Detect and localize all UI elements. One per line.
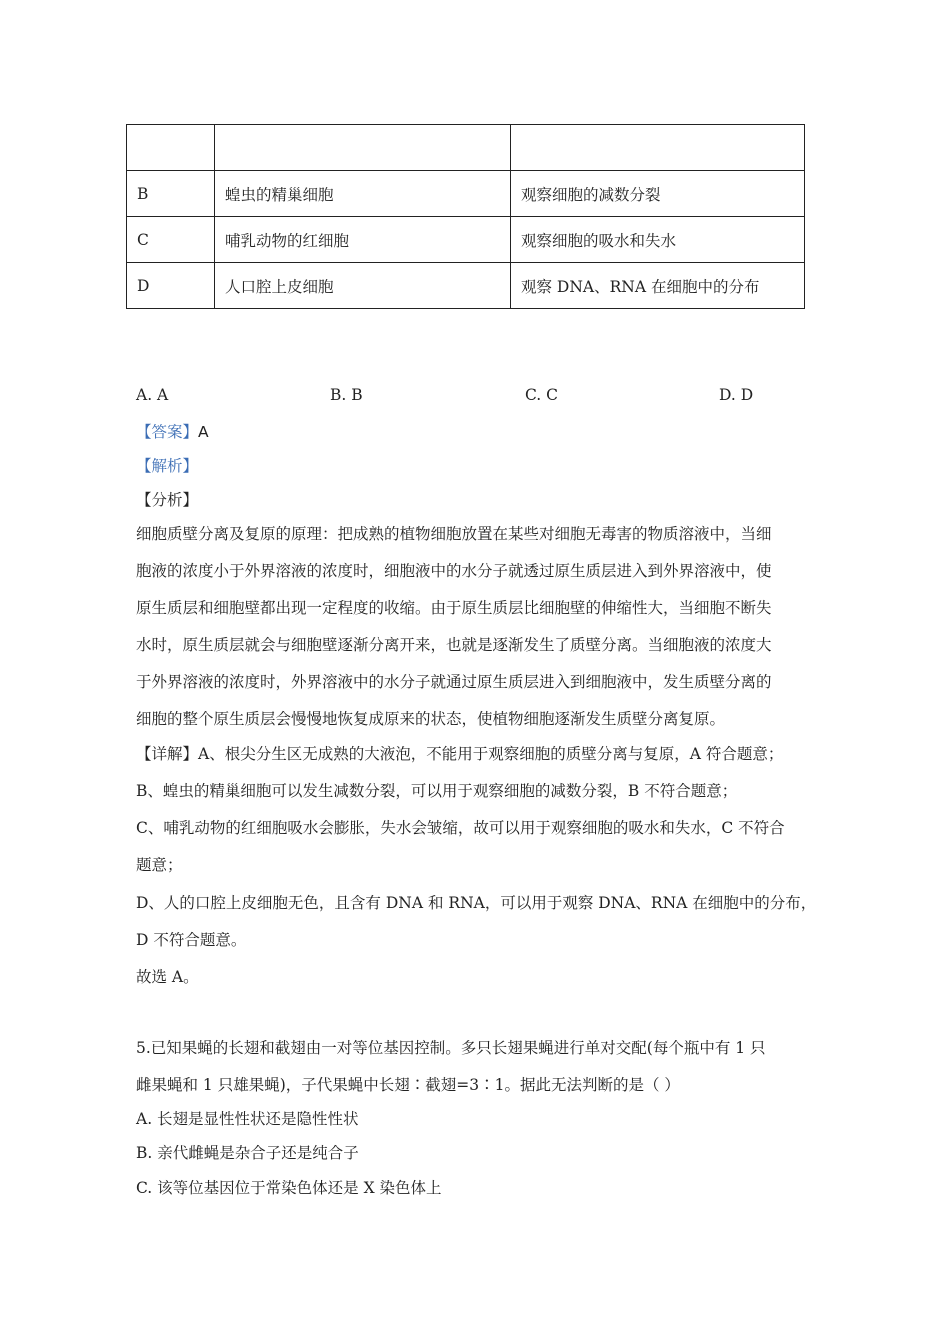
- table-cell-material: 哺乳动物的红细胞: [215, 217, 511, 263]
- text-line: 于外界溶液的浓度时，外界溶液中的水分子就通过原生质层进入到细胞液中，发生质壁分离的: [136, 673, 772, 691]
- text-line: B、蝗虫的精巢细胞可以发生减数分裂，可以用于观察细胞的减数分裂，B 不符合题意；: [136, 782, 738, 800]
- choice-b[interactable]: B. B: [330, 386, 363, 404]
- table-cell-purpose: 观察细胞的减数分裂: [511, 171, 805, 217]
- choice-a[interactable]: A. A: [136, 386, 169, 404]
- table-cell-label: [127, 125, 215, 171]
- text-line: 细胞质壁分离及复原的原理：把成熟的植物细胞放置在某些对细胞无毒害的物质溶液中，当细: [136, 525, 772, 543]
- table-cell-label: B: [127, 171, 215, 217]
- text-line: 胞液的浓度小于外界溶液的浓度时，细胞液中的水分子就透过原生质层进入到外界溶液中，使: [136, 562, 772, 580]
- question-option: C. 该等位基因位于常染色体还是 X 染色体上: [136, 1179, 442, 1197]
- text-line: D 不符合题意。: [136, 931, 247, 949]
- table-cell-material: 蝗虫的精巢细胞: [215, 171, 511, 217]
- text-line: 水时，原生质层就会与细胞壁逐渐分离开来，也就是逐渐发生了质壁分离。当细胞液的浓度大: [136, 636, 772, 654]
- table-row: [127, 125, 805, 171]
- text-line: 【详解】A、根尖分生区无成熟的大液泡，不能用于观察细胞的质壁分离与复原，A 符合题意；: [136, 745, 784, 763]
- answer-value: A: [198, 423, 209, 441]
- table-row: [127, 263, 805, 309]
- question-line: 5.已知果蝇的长翅和截翅由一对等位基因控制。多只长翅果蝇进行单对交配(每个瓶中有 1 只: [136, 1039, 766, 1057]
- options-table: [126, 124, 805, 309]
- text-line: C、哺乳动物的红细胞吸水会膨胀，失水会皱缩，故可以用于观察细胞的吸水和失水，C 不符合: [136, 819, 785, 837]
- table-row: [127, 171, 805, 217]
- table-cell-material: 人口腔上皮细胞: [215, 263, 511, 309]
- answer-tag: 【答案】: [136, 423, 199, 441]
- table-cell-material: [215, 125, 511, 171]
- text-line: D、人的口腔上皮细胞无色，且含有 DNA 和 RNA，可以用于观察 DNA、RNA 在细胞中的分布，: [136, 894, 817, 912]
- table-cell-label: C: [127, 217, 215, 263]
- text-line: 细胞的整个原生质层会慢慢地恢复成原来的状态，使植物细胞逐渐发生质壁分离复原。: [136, 710, 726, 728]
- question-option: A. 长翅是显性性状还是隐性性状: [136, 1110, 359, 1128]
- question-line: 雌果蝇和 1 只雄果蝇)，子代果蝇中长翅∶截翅=3∶1。据此无法判断的是（ ）: [136, 1076, 680, 1094]
- table-row: [127, 217, 805, 263]
- fenxi-tag: 【分析】: [136, 491, 199, 509]
- answer-line: [136, 420, 209, 444]
- question-option: B. 亲代雌蝇是杂合子还是纯合子: [136, 1144, 359, 1162]
- choice-c[interactable]: C. C: [525, 386, 559, 404]
- text-line: 原生质层和细胞壁都出现一定程度的收缩。由于原生质层比细胞壁的伸缩性大，当细胞不断失: [136, 599, 772, 617]
- text-line: 故选 A。: [136, 968, 199, 986]
- answer-choices: [136, 386, 896, 410]
- table-cell-purpose: [511, 125, 805, 171]
- choice-d[interactable]: D. D: [719, 386, 754, 404]
- table-cell-purpose: 观察细胞的吸水和失水: [511, 217, 805, 263]
- analysis-tag: 【解析】: [136, 457, 199, 475]
- table-cell-label: D: [127, 263, 215, 309]
- text-line: 题意；: [136, 856, 183, 874]
- table-cell-purpose: 观察 DNA、RNA 在细胞中的分布: [511, 263, 805, 309]
